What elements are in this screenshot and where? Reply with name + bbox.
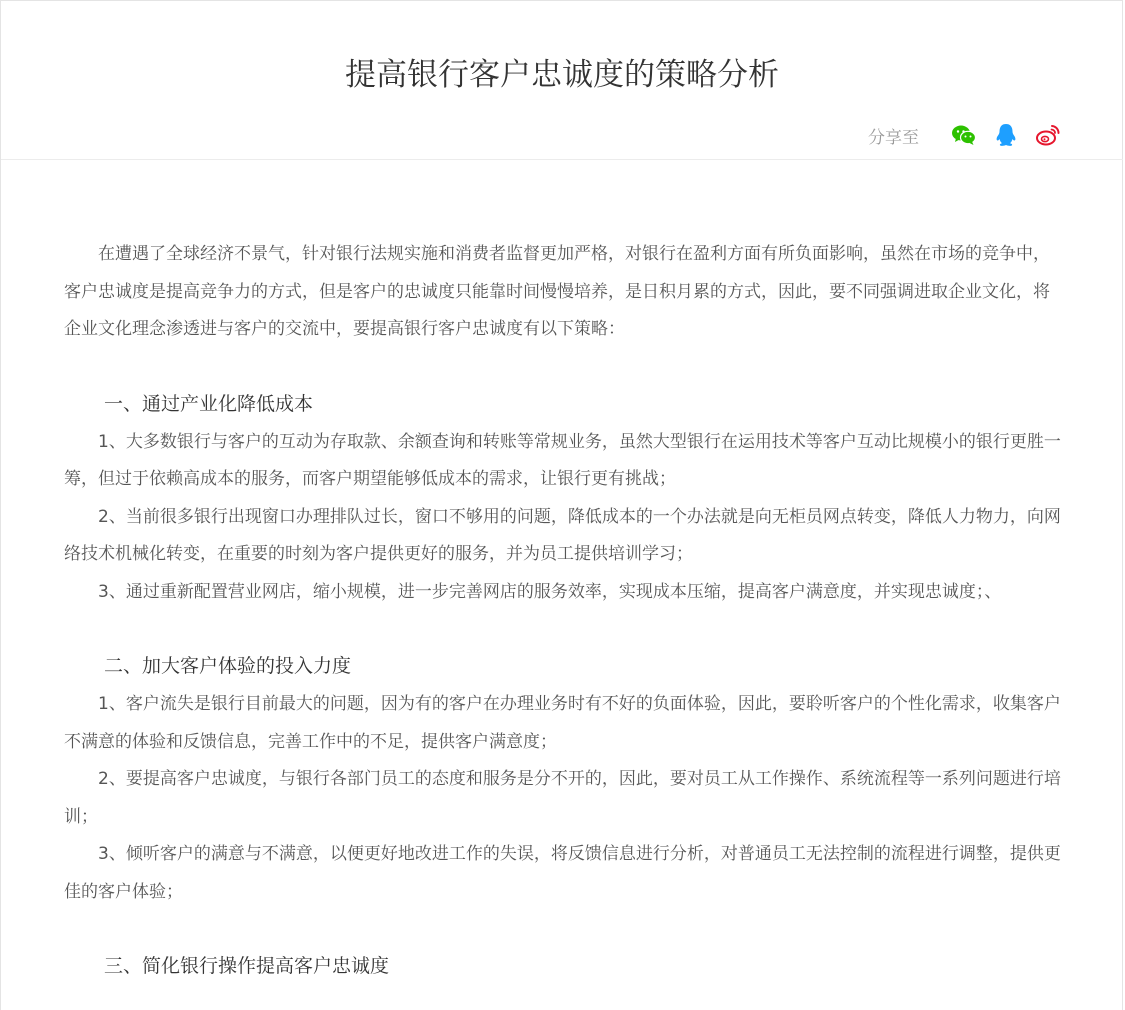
section-heading: 二、加大客户体验的投入力度 — [104, 655, 352, 677]
section-paragraph: 2、要提高客户忠诚度，与银行各部门员工的态度和服务是分不开的，因此，要对员工从工作操作、系统流程等一系列问题进行培训； — [64, 769, 1061, 827]
section-paragraph: 3、通过重新配置营业网店，缩小规模，进一步完善网店的服务效率，实现成本压缩，提高客户满意度，并实现忠诚度；、 — [98, 581, 1002, 602]
share-label: 分享至 — [868, 127, 919, 148]
share-bar — [868, 121, 1061, 149]
wechat-icon[interactable] — [951, 122, 977, 148]
section-heading: 三、简化银行操作提高客户忠诚度 — [104, 955, 390, 977]
section-heading: 一、通过产业化降低成本 — [104, 392, 314, 415]
section-paragraph: 1、大多数银行与客户的互动为存取款、余额查询和转账等常规业务，虽然大型银行在运用技术等客户互动比规模小的银行更胜一筹，但过于依赖高成本的服务，而客户期望能够低成本的需求，让银行更有挑战； — [64, 431, 1061, 489]
article-body — [64, 236, 1064, 986]
section-paragraph: 3、倾听客户的满意与不满意，以便更好地改进工作的失误，将反馈信息进行分析，对普通员工无法控制的流程进行调整，提供更佳的客户体验； — [64, 844, 1061, 902]
intro-paragraph: 在遭遇了全球经济不景气，针对银行法规实施和消费者监督更加严格，对银行在盈利方面有所负面影响，虽然在市场的竞争中，客户忠诚度是提高竞争力的方式，但是客户的忠诚度只能靠时间慢慢培养，是日积月累的方式，因此，要不同强调进取企业文化，将企业文化理念渗透进与客户的交流中，要提高银行客户忠诚度有以下策略： — [64, 244, 1050, 339]
section-paragraph: 2、当前很多银行出现窗口办理排队过长，窗口不够用的问题，降低成本的一个办法就是向无柜员网点转变，降低人力物力，向网络技术机械化转变，在重要的时刻为客户提供更好的服务，并为员工提供培训学习； — [64, 506, 1061, 564]
article-header — [1, 1, 1123, 160]
article-title: 提高银行客户忠诚度的策略分析 — [345, 57, 779, 93]
weibo-icon[interactable] — [1035, 122, 1061, 148]
section-paragraph: 1、客户流失是银行目前最大的问题，因为有的客户在办理业务时有不好的负面体验，因此，要聆听客户的个性化需求，收集客户不满意的体验和反馈信息，完善工作中的不足，提供客户满意度； — [64, 694, 1061, 752]
qq-icon[interactable] — [993, 122, 1019, 148]
